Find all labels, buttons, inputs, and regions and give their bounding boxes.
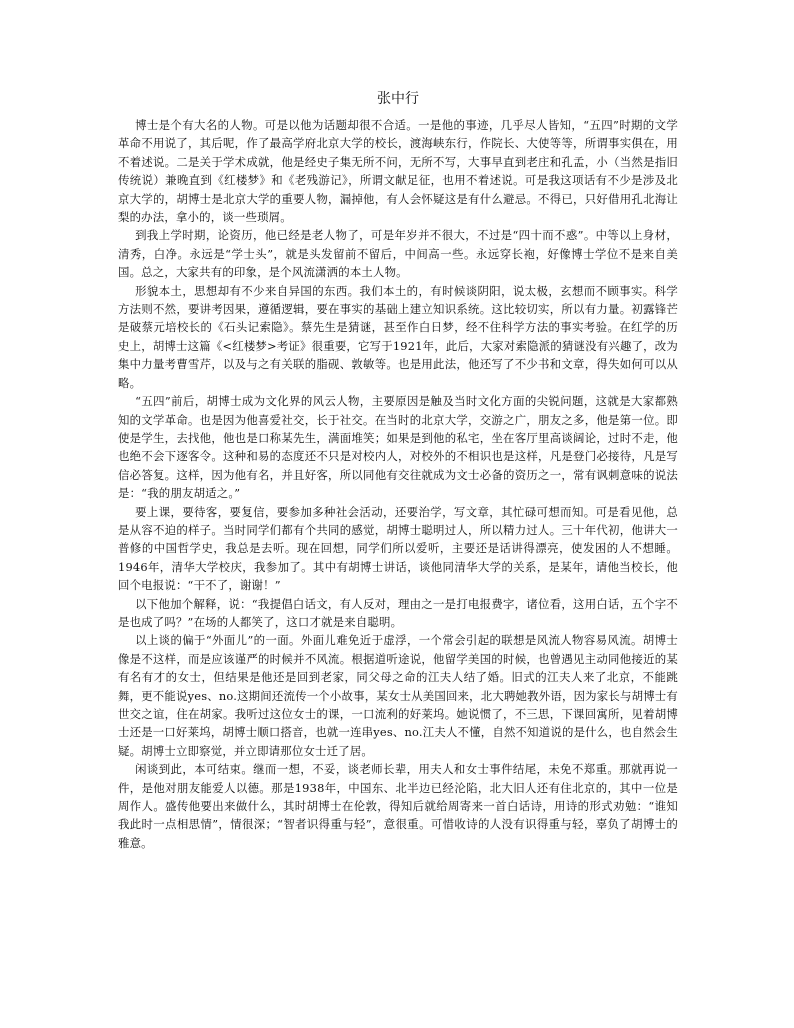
paragraph: 形貌本土，思想却有不少来自异国的东西。我们本土的，有时候谈阴阳，说太极，玄想而不顾事实。科学方法则不然，要讲考因果，遵循逻辑，要在事实的基础上建立知识系统。这比较切实，所以有力量。初露锋芒是破蔡元培校长的《石头记索隐》。蔡先生是猜谜，甚至作白日梦，经不住科学方法的事实考验。在红学的历史上，胡博士这篇《<红楼梦>考证》很重要，它写于1921年，此后，大家对索隐派的猜谜没有兴趣了，改为集中力量考曹雪芹，以及与之有关联的脂砚、敦敏等。也是用此法，他还写了不少书和文章，得失如何可以从略。 <box>118 283 678 390</box>
document-title: 张中行 <box>377 91 419 107</box>
paragraph: “五四”前后，胡博士成为文化界的风云人物，主要原因是触及当时文化方面的尖锐问题，这就是大家都熟知的文学革命。也是因为他喜爱社交，长于社交。在当时的北京大学，交游之广，朋友之多，他是第一位。即使是学生，去找他，他也是口称某先生，满面堆笑；如果是到他的私宅，坐在客厅里高谈阔论，过时不走，他也绝不会下逐客令。这种和易的态度还不只是对校内人，对校外的不相识也是这样，凡是登门必接待，凡是写信必答复。这样，因为他有名，并且好客，所以同他有交往就成为文士必备的资历之一，常有讽刺意味的说法是：“我的朋友胡适之。” <box>118 394 678 501</box>
paragraph: 博士是个有大名的人物。可是以他为话题却很不合适。一是他的事迹，几乎尽人皆知，“五四”时期的文学革命不用说了，其后呢，作了最高学府北京大学的校长，渡海峡东行，作院长、大使等等，所谓事实俱在，用不着述说。二是关于学术成就，他是经史子集无所不问，无所不写，大事早直到老庄和孔孟，小（当然是指旧传统说）兼晚直到《红楼梦》和《老残游记》，所谓文献足征，也用不着述说。可是我这项话有不少是涉及北京大学的，胡博士是北京大学的重要人物，漏掉他，有人会怀疑这是有什么避忌。不得已，只好借用孔北海让梨的办法，拿小的，谈一些琐屑。 <box>118 118 678 225</box>
paragraph: 以下他加个解释，说：“我提倡白话文，有人反对，理由之一是打电报费字，诸位看，这用白话，五个字不是也成了吗？”在场的人都笑了，这口才就是来自聪明。 <box>118 596 678 629</box>
paragraph: 到我上学时期，论资历，他已经是老人物了，可是年岁并不很大，不过是“四十而不惑”。中等以上身材，清秀，白净。永远是“学士头”，就是头发留前不留后，中间高一些。永远穿长袍，好像博士学位不是来自美国。总之，大家共有的印象，是个风流潇洒的本土人物。 <box>118 228 678 280</box>
paragraph: 闲谈到此，本可结束。继而一想，不妥，谈老师长辈，用夫人和女士事件结尾，未免不郑重。那就再说一件，是他对朋友能爱人以德。那是1938年，中国东、北半边已经沦陷，北大旧人还有住北京的，其中一位是周作人。盛传他要出来做什么，其时胡博士在伦敦，得知后就给周寄来一首白话诗，用诗的形式劝勉：“谁知我此时一点相思情”，情很深；“智者识得重与轻”，意很重。可惜收诗的人没有识得重与轻，辜负了胡博士的雅意。 <box>118 762 678 850</box>
paragraph: 要上课，要待客，要复信，要参加多种社会活动，还要治学，写文章，其忙碌可想而知。可是看见他，总是从容不迫的样子。当时同学们都有个共同的感觉，胡博士聪明过人，所以精力过人。三十年代初，他讲大一普修的中国哲学史，我总是去听。现在回想，同学们所以爱听，主要还是话讲得漂亮，使发困的人不想睡。1946年，清华大学校庆，我参加了。其中有胡博士讲话，谈他同清华大学的关系，是某年，请他当校长，他回个电报说：“干不了，谢谢！” <box>118 504 678 593</box>
document-page <box>118 88 678 852</box>
paragraph: 以上谈的偏于“外面儿”的一面。外面儿难免近于虚浮，一个常会引起的联想是风流人物容易风流。胡博士像是不这样，而是应该谨严的时候并不风流。根据道听途说，他留学美国的时候，也曾遇见主动同他接近的某有名有才的女士，但结果是他还是回到老家，同父母之命的江夫人结了婚。旧式的江夫人来了北京，不能跳舞，更不能说yes、no.这期间还流传一个小故事，某女士从美国回来，北大聘她教外语，因为家长与胡博士有世交之谊，住在胡家。我听过这位女士的课，一口流利的好莱坞。她说惯了，不三思，下课回寓所，见着胡博士还是一口好莱坞，胡博士顺口搭音，也就一连串yes、no.江夫人不懂，自然不知道说的是什么，也自然会生疑。胡博士立即察觉，并立即请那位女士迁了居。 <box>118 633 678 758</box>
